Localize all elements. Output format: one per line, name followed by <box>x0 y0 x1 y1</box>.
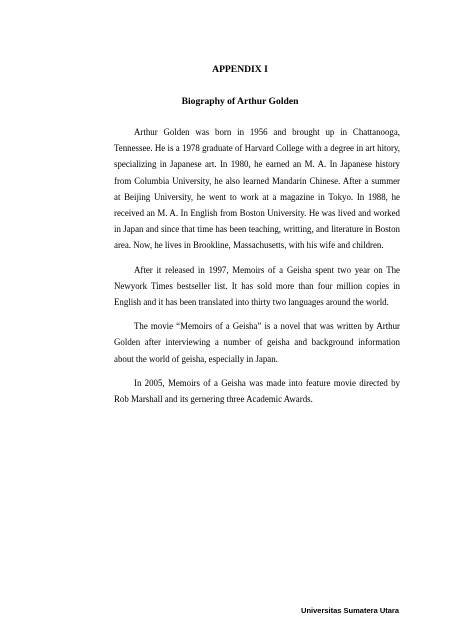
section-title: Biography of Arthur Golden <box>181 96 299 107</box>
university-footer: Universitas Sumatera Utara <box>301 606 399 615</box>
appendix-title: APPENDIX I <box>212 64 268 75</box>
paragraph: After it released in 1997, Memoirs of a Geisha spent two year on The Newyork Times bestseller list. It has sold more than four million copies in English and it has been translated into thirty two languages around the world. <box>114 264 400 308</box>
paragraph: The movie “Memoirs of a Geisha” is a novel that was written by Arthur Golden after interviewing a number of geisha and background information about the world of geisha, especially in Japan. <box>114 321 400 364</box>
paragraph: Arthur Golden was born in 1956 and brought up in Chattanooga, Tennessee. He is a 1978 graduate of Harvard College with a degree in art hitory, specializing in Japanese art. In 1980, he earned an M. A. In Japanese history from Columbia University, he also learned Mandarin Chinese. After a summer at Beijing University, he went to work at a magazine in Tokyo. In 1988, he received an M. A. In English from Boston University. He was lived and worked in Japan and since that time has been teaching, writting, and literature in Boston area. Now, he lives in Brookline, Massachusetts, with his wife and children. <box>114 127 400 251</box>
paragraph: In 2005, Memoirs of a Geisha was made into feature movie directed by Rob Marshall and its gernering three Academic Awards. <box>114 377 400 405</box>
body-text <box>114 124 400 415</box>
